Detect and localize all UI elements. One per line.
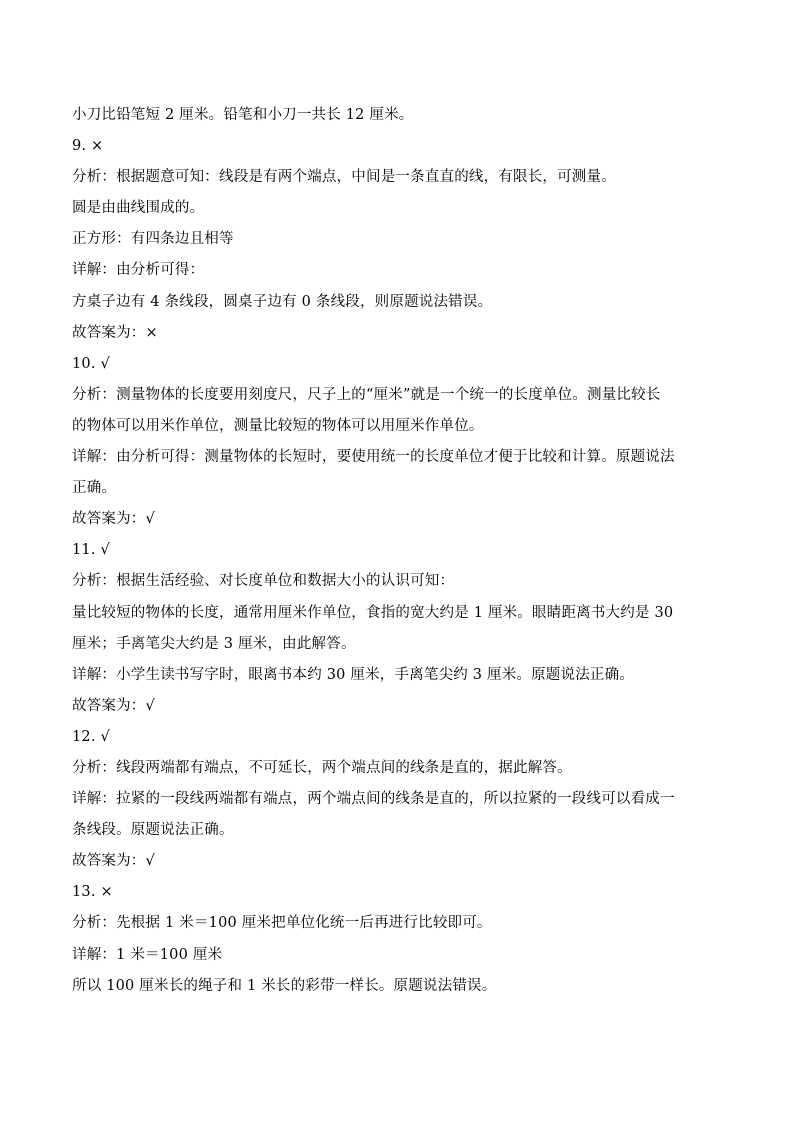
question-number-line: 10. √ [72,355,110,372]
question-number-line: 9. × [72,138,104,155]
analysis-line: 分析：测量物体的长度要用刻度尺，尺子上的“厘米”就是一个统一的长度单位。测量比较长 [72,386,661,403]
question-number-line: 11. √ [72,542,110,559]
document-page [72,100,728,1002]
explanation-line: 详解：小学生读书写字时，眼离书本约 30 厘米，手离笔尖约 3 厘米。原题说法正确。 [72,666,635,683]
text-line: 方桌子边有 4 条线段，圆桌子边有 0 条线段，则原题说法错误。 [72,293,493,310]
text-line: 正确。 [72,480,117,497]
answer-line: 故答案为：√ [72,697,155,714]
answer-line: 故答案为：√ [72,853,155,870]
text-line: 小刀比铅笔短 2 厘米。铅笔和小刀一共长 12 厘米。 [72,107,414,123]
answer-line: 故答案为：√ [72,511,155,528]
answer-line: 故答案为：× [72,324,158,341]
text-line: 圆是由曲线围成的。 [72,200,205,217]
question-number-line: 13. × [72,884,113,901]
text-line: 量比较短的物体的长度，通常用厘米作单位，食指的宽大约是 1 厘米。眼睛距离书大约是 30 [72,604,674,621]
explanation-line: 详解：拉紧的一段线两端都有端点，两个端点间的线条是直的，所以拉紧的一段线可以看成一 [72,791,675,808]
text-line: 厘米；手离笔尖大约是 3 厘米，由此解答。 [72,635,356,652]
analysis-line: 分析：线段两端都有端点，不可延长，两个端点间的线条是直的，据此解答。 [72,759,572,776]
explanation-line: 详解：由分析可得：测量物体的长短时，要使用统一的长度单位才便于比较和计算。原题说法 [72,449,675,466]
explanation-line: 详解：由分析可得： [72,262,205,279]
text-line: 的物体可以用米作单位，测量比较短的物体可以用厘米作单位。 [72,417,484,434]
text-line: 正方形：有四条边且相等 [72,231,234,248]
analysis-line: 分析：先根据 1 米＝100 厘米把单位化统一后再进行比较即可。 [72,915,492,932]
analysis-line: 分析：根据生活经验、对长度单位和数据大小的认识可知： [72,573,455,590]
question-number-line: 12. √ [72,728,110,745]
explanation-line: 详解：1 米＝100 厘米 [72,946,223,963]
text-line: 所以 100 厘米长的绳子和 1 米长的彩带一样长。原题说法错误。 [72,977,497,994]
analysis-line: 分析：根据题意可知：线段是有两个端点，中间是一条直直的线，有限长，可测量。 [72,169,616,186]
text-line: 条线段。原题说法正确。 [72,822,234,839]
